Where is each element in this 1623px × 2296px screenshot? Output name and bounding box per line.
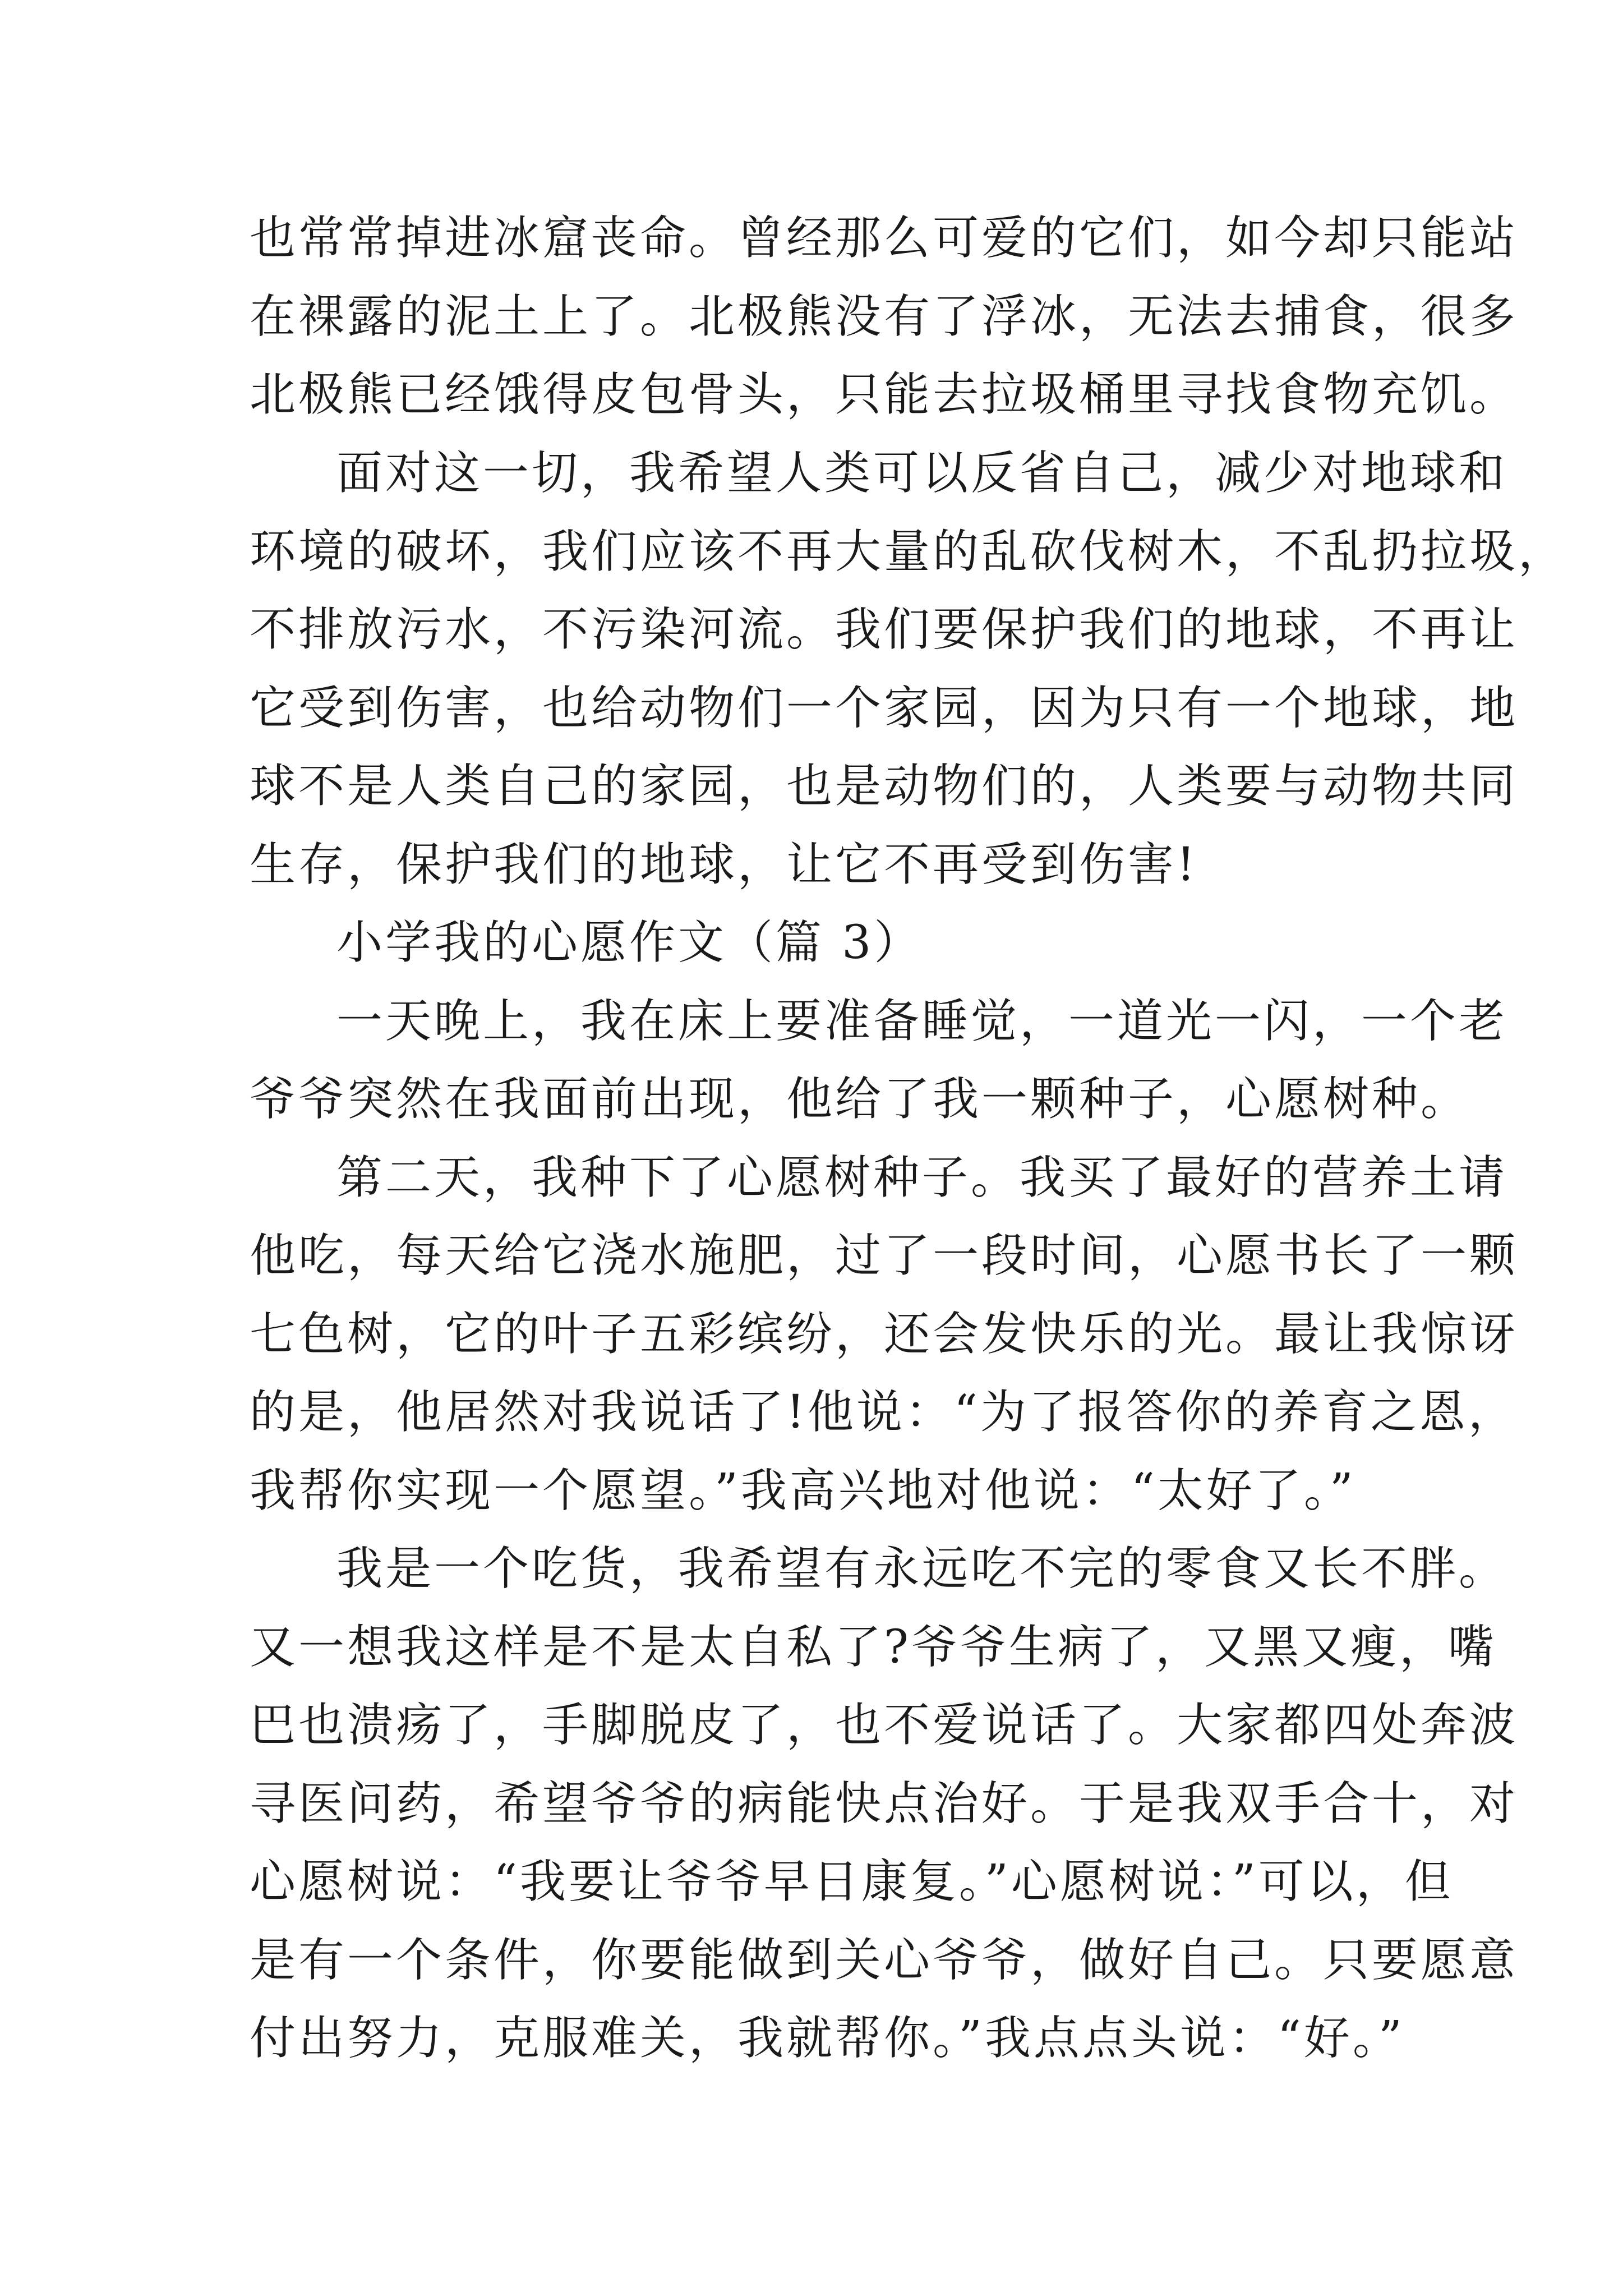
text-line: 又一想我这样是不是太自私了?爷爷生病了，又黑又瘦，嘴: [250, 1621, 1497, 1674]
text-line: 爷爷突然在我面前出现，他给了我一颗种子，心愿树种。: [250, 1073, 1470, 1126]
paragraph-first-line: 第二天，我种下了心愿树种子。我买了最好的营养土请: [336, 1151, 1508, 1204]
text-line: 在裸露的泥土上了。北极熊没有了浮冰，无法去捕食，很多: [250, 290, 1519, 343]
paragraph-first-line: 面对这一切，我希望人类可以反省自己，减少对地球和: [336, 447, 1508, 500]
text-line: 七色树，它的叶子五彩缤纷，还会发快乐的光。最让我惊讶: [250, 1308, 1519, 1361]
text-line: 不排放污水，不污染河流。我们要保护我们的地球，不再让: [250, 603, 1519, 656]
text-line: 也常常掉进冰窟丧命。曾经那么可爱的它们，如今却只能站: [250, 211, 1519, 265]
text-line: 他吃，每天给它浇水施肥，过了一段时间，心愿书长了一颗: [250, 1229, 1519, 1282]
text-line: 心愿树说：“我要让爷爷早日康复。”心愿树说：”可以，但: [250, 1855, 1454, 1908]
paragraph-first-line: 我是一个吃货，我希望有永远吃不完的零食又长不胖。: [336, 1542, 1508, 1595]
text-line: 北极熊已经饿得皮包骨头，只能去拉圾桶里寻找食物充饥。: [250, 368, 1519, 421]
text-line: 球不是人类自己的家园，也是动物们的，人类要与动物共同: [250, 760, 1519, 813]
text-line: 是有一个条件，你要能做到关心爷爷，做好自己。只要愿意: [250, 1934, 1519, 1987]
text-line: 我帮你实现一个愿望。”我高兴地对他说：“太好了。”: [250, 1464, 1356, 1517]
text-line: 它受到伤害，也给动物们一个家园，因为只有一个地球，地: [250, 682, 1519, 735]
text-line: 的是，他居然对我说话了!他说：“为了报答你的养育之恩，: [250, 1386, 1517, 1439]
text-line: 付出努力，克服难关，我就帮你。”我点点头说：“好。”: [250, 2012, 1405, 2065]
text-line: 寻医问药，希望爷爷的病能快点治好。于是我双手合十，对: [250, 1777, 1519, 1830]
section-heading: 小学我的心愿作文（篇 3）: [336, 916, 923, 969]
text-line: 生存，保护我们的地球，让它不再受到伤害!: [250, 838, 1198, 891]
paragraph-first-line: 一天晚上，我在床上要准备睡觉，一道光一闪，一个老: [336, 995, 1508, 1048]
text-line: 环境的破坏，我们应该不再大量的乱砍伐树木，不乱扔拉圾，: [250, 525, 1567, 578]
text-line: 巴也溃疡了，手脚脱皮了，也不爱说话了。大家都四处奔波: [250, 1699, 1519, 1752]
